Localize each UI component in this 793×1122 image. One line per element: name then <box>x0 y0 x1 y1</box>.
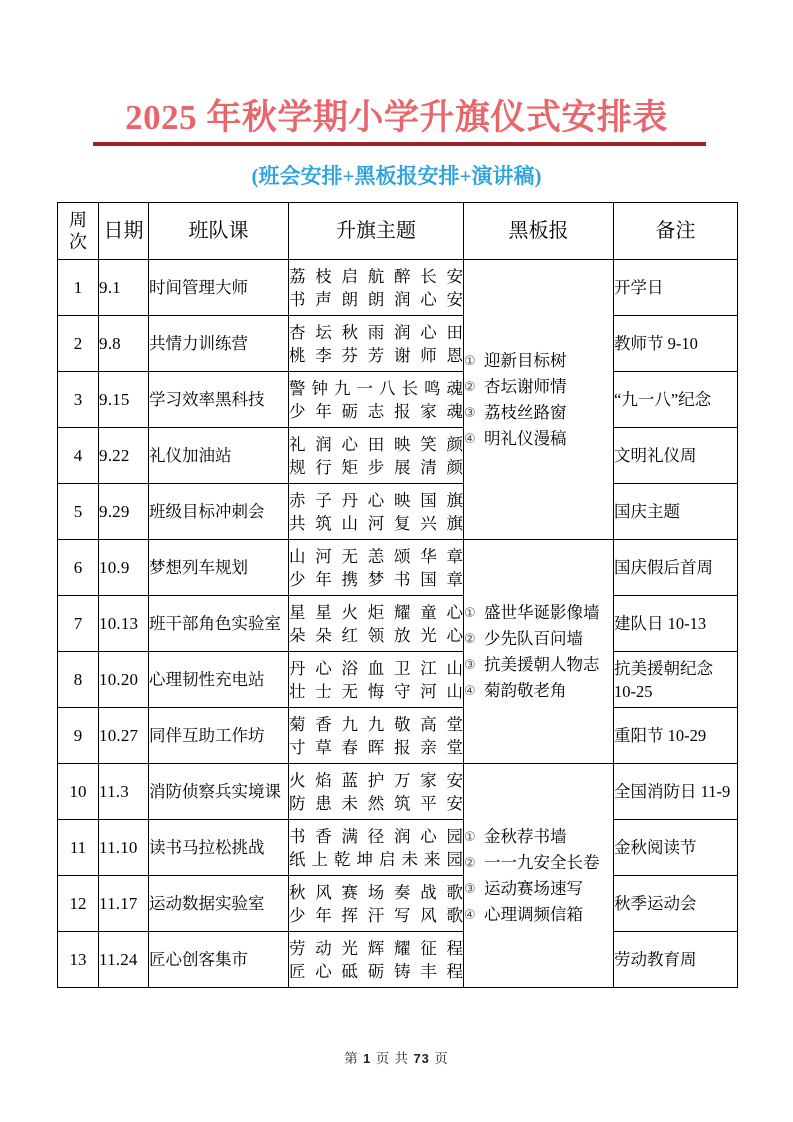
cell-week: 12 <box>58 876 99 932</box>
cell-note: 全国消防日 11-9 <box>614 764 738 820</box>
cell-flag-theme <box>289 428 464 484</box>
cell-week: 5 <box>58 484 99 540</box>
blackboard-item-label: 杏坛谢师情 <box>484 376 567 396</box>
cell-class-period: 读书马拉松挑战 <box>149 820 289 876</box>
blackboard-list <box>464 348 613 452</box>
blackboard-item-number-icon: ④ <box>464 683 476 699</box>
footer-page-number: 1 <box>363 1051 372 1066</box>
cell-class-period: 时间管理大师 <box>149 260 289 316</box>
blackboard-list-item <box>464 824 613 850</box>
blackboard-list-item <box>464 626 613 652</box>
cell-class-period: 梦想列车规划 <box>149 540 289 596</box>
table-row <box>58 372 738 428</box>
cell-date: 11.24 <box>99 932 149 988</box>
column-header-blackboard: 黑板报 <box>464 203 614 260</box>
cell-date: 9.15 <box>99 372 149 428</box>
blackboard-item-number-icon: ① <box>464 353 476 369</box>
blackboard-item-number-icon: ③ <box>464 405 476 421</box>
cell-date: 10.27 <box>99 708 149 764</box>
blackboard-list-item <box>464 400 613 426</box>
column-header-note: 备注 <box>614 203 738 260</box>
cell-week: 2 <box>58 316 99 372</box>
cell-class-period: 同伴互助工作坊 <box>149 708 289 764</box>
table-row <box>58 428 738 484</box>
flag-theme-line1: 菊香九九敬高堂 <box>289 714 463 734</box>
blackboard-item-label: 金秋荐书墙 <box>484 826 567 846</box>
cell-note: “九一八”纪念 <box>614 372 738 428</box>
table-row <box>58 260 738 316</box>
table-row <box>58 764 738 820</box>
cell-flag-theme <box>289 820 464 876</box>
blackboard-list-item <box>464 902 613 928</box>
flag-theme-line1: 杏坛秋雨润心田 <box>289 322 463 342</box>
cell-week: 13 <box>58 932 99 988</box>
blackboard-item-number-icon: ② <box>464 631 476 647</box>
blackboard-list-item <box>464 348 613 374</box>
table-row <box>58 932 738 988</box>
page-title: 2025 年秋学期小学升旗仪式安排表 <box>125 98 668 137</box>
cell-week: 4 <box>58 428 99 484</box>
cell-note: 抗美援朝纪念 10-25 <box>614 652 738 708</box>
cell-class-period: 消防侦察兵实境课 <box>149 764 289 820</box>
flag-theme-line2: 纸上乾坤启未来园 <box>289 849 463 869</box>
footer-suffix: 页 <box>434 1051 449 1066</box>
blackboard-list-item <box>464 652 613 678</box>
blackboard-item-number-icon: ① <box>464 829 476 845</box>
cell-class-period: 礼仪加油站 <box>149 428 289 484</box>
cell-note: 金秋阅读节 <box>614 820 738 876</box>
flag-theme-line2: 防患未然筑平安 <box>289 793 463 813</box>
cell-flag-theme <box>289 540 464 596</box>
cell-class-period: 运动数据实验室 <box>149 876 289 932</box>
cell-note: 开学日 <box>614 260 738 316</box>
blackboard-item-number-icon: ① <box>464 605 476 621</box>
table-header-row <box>58 203 738 260</box>
cell-flag-theme <box>289 260 464 316</box>
table-row <box>58 596 738 652</box>
column-header-flag-theme: 升旗主题 <box>289 203 464 260</box>
table-row <box>58 820 738 876</box>
cell-date: 10.20 <box>99 652 149 708</box>
flag-theme-line1: 赤子丹心映国旗 <box>289 490 463 510</box>
cell-class-period: 班级目标冲刺会 <box>149 484 289 540</box>
page-subtitle: (班会安排+黑板报安排+演讲稿) <box>251 164 542 188</box>
table-row <box>58 708 738 764</box>
cell-class-period: 匠心创客集市 <box>149 932 289 988</box>
blackboard-item-number-icon: ③ <box>464 881 476 897</box>
cell-week: 9 <box>58 708 99 764</box>
flag-theme-line1: 礼润心田映笑颜 <box>289 434 463 454</box>
blackboard-item-label: 心理调频信箱 <box>484 904 583 924</box>
subtitle-container <box>0 162 793 190</box>
title-underline-rule <box>93 142 706 146</box>
cell-note: 秋季运动会 <box>614 876 738 932</box>
cell-note: 劳动教育周 <box>614 932 738 988</box>
cell-date: 9.29 <box>99 484 149 540</box>
cell-week: 7 <box>58 596 99 652</box>
blackboard-list <box>464 600 613 704</box>
cell-flag-theme <box>289 764 464 820</box>
flag-theme-line1: 星星火炬耀童心 <box>289 602 463 622</box>
flag-theme-line2: 共筑山河复兴旗 <box>289 513 463 533</box>
blackboard-item-label: 运动赛场速写 <box>484 878 583 898</box>
cell-flag-theme <box>289 708 464 764</box>
flag-theme-line1: 丹心浴血卫江山 <box>289 658 463 678</box>
cell-flag-theme <box>289 596 464 652</box>
cell-note: 国庆主题 <box>614 484 738 540</box>
cell-flag-theme <box>289 932 464 988</box>
cell-blackboard <box>464 540 614 764</box>
flag-theme-line1: 劳动光辉耀征程 <box>289 938 463 958</box>
flag-theme-line2: 少年砺志报家魂 <box>289 401 463 421</box>
footer-prefix: 第 <box>344 1051 359 1066</box>
blackboard-item-number-icon: ④ <box>464 907 476 923</box>
page-footer <box>0 1047 793 1067</box>
cell-week: 1 <box>58 260 99 316</box>
table-body <box>58 260 738 988</box>
cell-week: 10 <box>58 764 99 820</box>
cell-week: 8 <box>58 652 99 708</box>
footer-total-pages: 73 <box>413 1051 430 1066</box>
cell-week: 11 <box>58 820 99 876</box>
cell-note: 重阳节 10-29 <box>614 708 738 764</box>
cell-note: 文明礼仪周 <box>614 428 738 484</box>
cell-note: 教师节 9-10 <box>614 316 738 372</box>
table-row <box>58 652 738 708</box>
blackboard-item-label: 盛世华诞影像墙 <box>484 602 600 622</box>
flag-theme-line1: 书香满径润心园 <box>289 826 463 846</box>
column-header-week-line2: 次 <box>69 232 87 252</box>
cell-date: 9.1 <box>99 260 149 316</box>
blackboard-item-label: 抗美援朝人物志 <box>484 654 600 674</box>
blackboard-item-label: 一一九安全长卷 <box>484 852 600 872</box>
flag-theme-line1: 秋风赛场奏战歌 <box>289 882 463 902</box>
cell-flag-theme <box>289 652 464 708</box>
cell-note: 国庆假后首周 <box>614 540 738 596</box>
table-row <box>58 316 738 372</box>
flag-theme-line2: 桃李芬芳谢师恩 <box>289 345 463 365</box>
cell-class-period: 班干部角色实验室 <box>149 596 289 652</box>
blackboard-list-item <box>464 678 613 704</box>
flag-theme-line2: 朵朵红领放光心 <box>289 625 463 645</box>
flag-theme-line1: 警钟九一八长鸣魂 <box>289 378 463 398</box>
blackboard-item-label: 菊韵敬老角 <box>484 680 567 700</box>
cell-date: 9.8 <box>99 316 149 372</box>
cell-class-period: 心理韧性充电站 <box>149 652 289 708</box>
blackboard-item-label: 少先队百问墙 <box>484 628 583 648</box>
cell-date: 11.10 <box>99 820 149 876</box>
table-row <box>58 484 738 540</box>
table-header <box>58 203 738 260</box>
flag-theme-line1: 荔枝启航醉长安 <box>289 266 463 286</box>
cell-date: 11.17 <box>99 876 149 932</box>
flag-theme-line2: 少年携梦书国章 <box>289 569 463 589</box>
cell-blackboard <box>464 764 614 988</box>
blackboard-list-item <box>464 876 613 902</box>
cell-blackboard <box>464 260 614 540</box>
cell-week: 6 <box>58 540 99 596</box>
cell-class-period: 共情力训练营 <box>149 316 289 372</box>
column-header-week <box>58 203 99 260</box>
blackboard-item-number-icon: ② <box>464 379 476 395</box>
flag-theme-line2: 少年挥汗写风歌 <box>289 905 463 925</box>
title-container <box>0 97 793 139</box>
cell-flag-theme <box>289 372 464 428</box>
flag-theme-line2: 规行矩步展清颜 <box>289 457 463 477</box>
footer-middle: 页 共 <box>375 1051 410 1066</box>
flag-theme-line2: 书声朗朗润心安 <box>289 289 463 309</box>
column-header-date: 日期 <box>99 203 149 260</box>
blackboard-item-label: 明礼仪漫稿 <box>484 428 567 448</box>
blackboard-item-number-icon: ③ <box>464 657 476 673</box>
flag-theme-line2: 壮士无悔守河山 <box>289 681 463 701</box>
schedule-table <box>57 202 738 988</box>
blackboard-list-item <box>464 600 613 626</box>
blackboard-item-label: 迎新目标树 <box>484 350 567 370</box>
table-row <box>58 540 738 596</box>
flag-theme-line1: 山河无恙颂华章 <box>289 546 463 566</box>
cell-class-period: 学习效率黑科技 <box>149 372 289 428</box>
cell-date: 10.13 <box>99 596 149 652</box>
cell-date: 10.9 <box>99 540 149 596</box>
blackboard-item-number-icon: ④ <box>464 431 476 447</box>
cell-flag-theme <box>289 484 464 540</box>
flag-theme-line2: 匠心砥砺铸丰程 <box>289 961 463 981</box>
blackboard-list-item <box>464 426 613 452</box>
cell-date: 11.3 <box>99 764 149 820</box>
blackboard-list <box>464 824 613 928</box>
flag-theme-line1: 火焰蓝护万家安 <box>289 770 463 790</box>
blackboard-item-number-icon: ② <box>464 855 476 871</box>
blackboard-item-label: 荔枝丝路窗 <box>484 402 567 422</box>
column-header-class-period: 班队课 <box>149 203 289 260</box>
cell-note: 建队日 10-13 <box>614 596 738 652</box>
blackboard-list-item <box>464 374 613 400</box>
cell-flag-theme <box>289 876 464 932</box>
table-row <box>58 876 738 932</box>
cell-week: 3 <box>58 372 99 428</box>
flag-theme-line2: 寸草春晖报亲堂 <box>289 737 463 757</box>
column-header-week-line1: 周 <box>69 210 87 230</box>
blackboard-list-item <box>464 850 613 876</box>
cell-flag-theme <box>289 316 464 372</box>
cell-date: 9.22 <box>99 428 149 484</box>
